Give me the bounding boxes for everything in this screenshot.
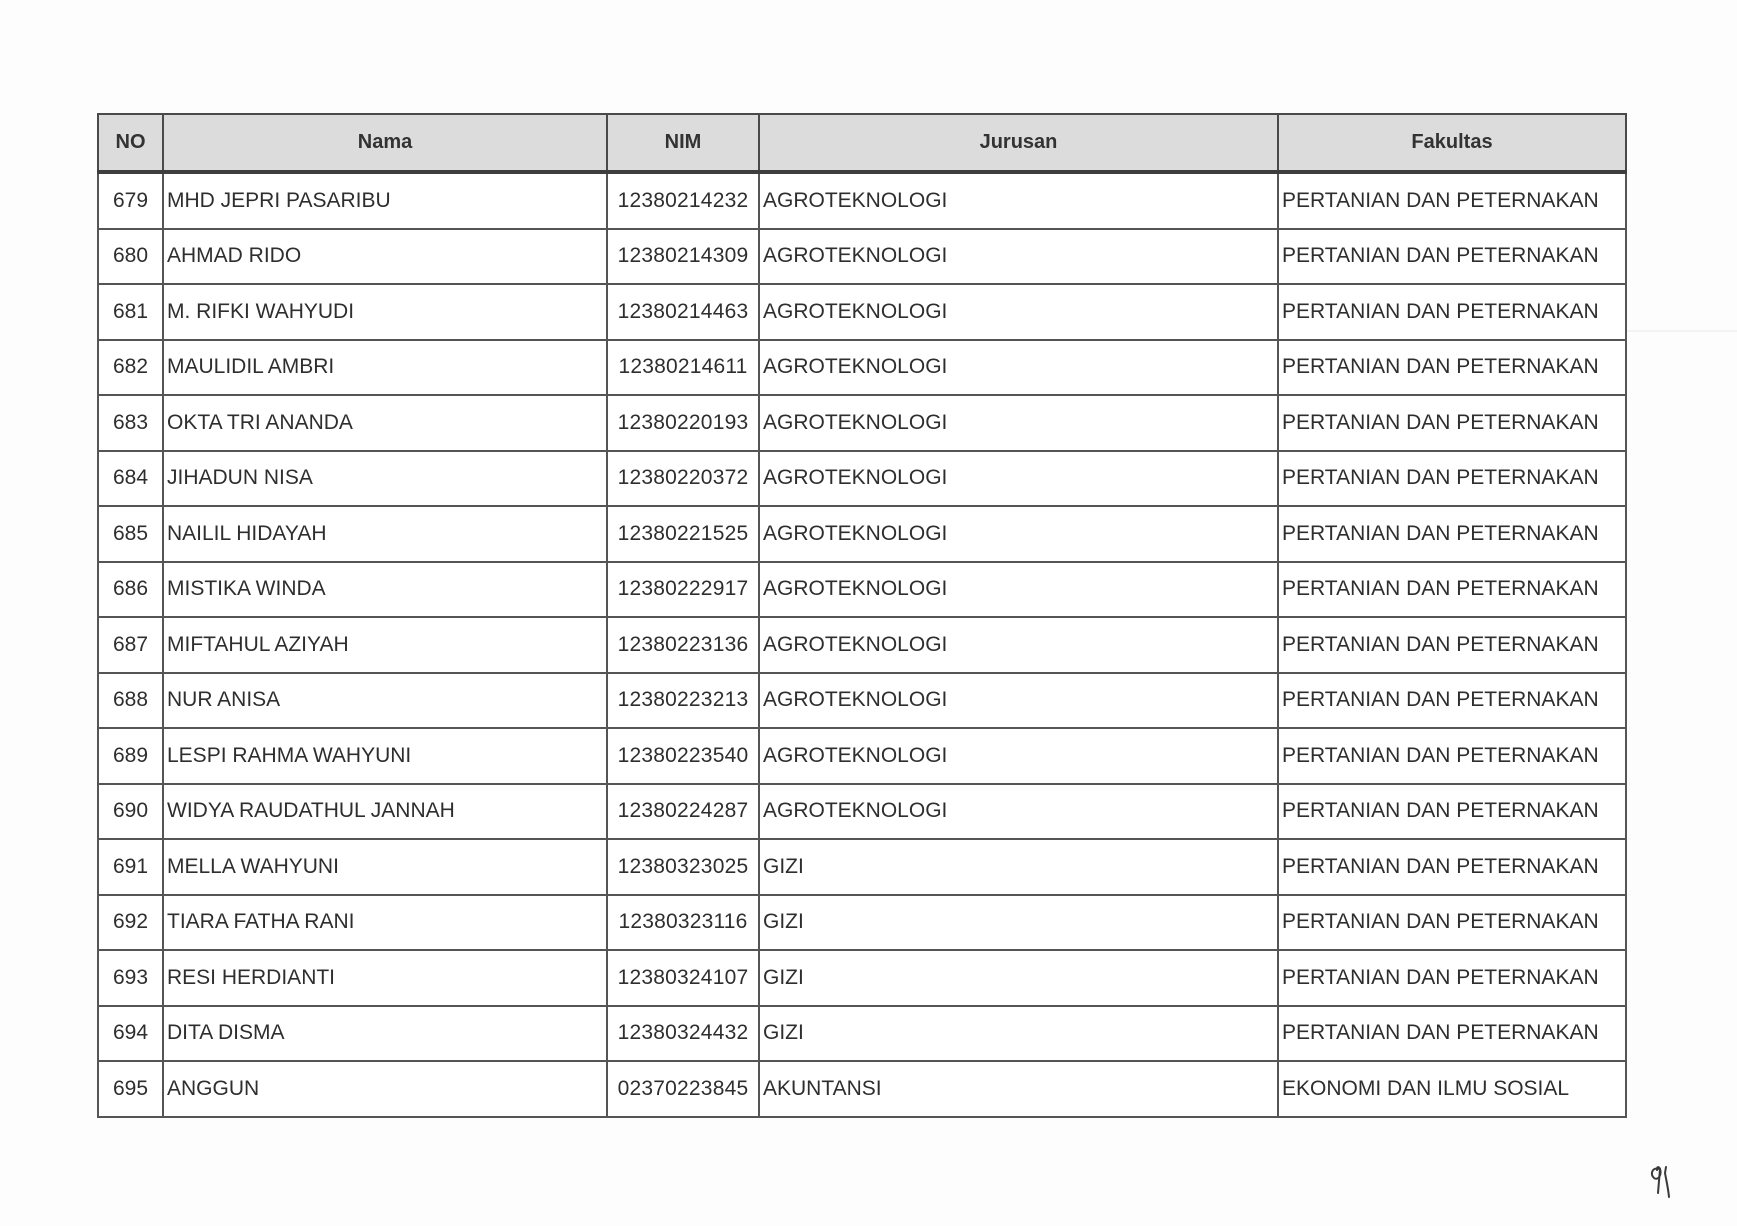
cell-fakultas: PERTANIAN DAN PETERNAKAN: [1278, 340, 1626, 396]
header-jurusan: Jurusan: [759, 114, 1278, 172]
table-row: [98, 950, 1626, 1006]
cell-nama: DITA DISMA: [163, 1006, 607, 1062]
cell-fakultas: PERTANIAN DAN PETERNAKAN: [1278, 229, 1626, 285]
cell-nim: 12380323025: [607, 839, 759, 895]
table-row: [98, 1006, 1626, 1062]
table-row: [98, 673, 1626, 729]
cell-nim: 12380214611: [607, 340, 759, 396]
cell-nama: JIHADUN NISA: [163, 451, 607, 507]
cell-no: 685: [98, 506, 163, 562]
handwritten-page-number: [1648, 1163, 1674, 1203]
cell-jurusan: AGROTEKNOLOGI: [759, 784, 1278, 840]
cell-nim: 02370223845: [607, 1061, 759, 1117]
cell-no: 689: [98, 728, 163, 784]
cell-fakultas: PERTANIAN DAN PETERNAKAN: [1278, 562, 1626, 618]
cell-no: 690: [98, 784, 163, 840]
cell-fakultas: PERTANIAN DAN PETERNAKAN: [1278, 451, 1626, 507]
cell-nama: RESI HERDIANTI: [163, 950, 607, 1006]
cell-nama: MAULIDIL AMBRI: [163, 340, 607, 396]
cell-nama: M. RIFKI WAHYUDI: [163, 284, 607, 340]
cell-nim: 12380324432: [607, 1006, 759, 1062]
cell-nim: 12380214232: [607, 172, 759, 229]
cell-nim: 12380223213: [607, 673, 759, 729]
cell-nama: ANGGUN: [163, 1061, 607, 1117]
cell-jurusan: GIZI: [759, 839, 1278, 895]
cell-no: 695: [98, 1061, 163, 1117]
cell-jurusan: AGROTEKNOLOGI: [759, 340, 1278, 396]
cell-fakultas: PERTANIAN DAN PETERNAKAN: [1278, 839, 1626, 895]
cell-nama: OKTA TRI ANANDA: [163, 395, 607, 451]
cell-fakultas: PERTANIAN DAN PETERNAKAN: [1278, 895, 1626, 951]
cell-fakultas: PERTANIAN DAN PETERNAKAN: [1278, 617, 1626, 673]
cell-fakultas: PERTANIAN DAN PETERNAKAN: [1278, 784, 1626, 840]
cell-jurusan: AGROTEKNOLOGI: [759, 617, 1278, 673]
header-nim: NIM: [607, 114, 759, 172]
table-row: [98, 617, 1626, 673]
cell-fakultas: PERTANIAN DAN PETERNAKAN: [1278, 1006, 1626, 1062]
table-row: [98, 1061, 1626, 1117]
table-row: [98, 451, 1626, 507]
cell-fakultas: PERTANIAN DAN PETERNAKAN: [1278, 950, 1626, 1006]
cell-no: 687: [98, 617, 163, 673]
cell-nim: 12380220372: [607, 451, 759, 507]
cell-jurusan: AGROTEKNOLOGI: [759, 728, 1278, 784]
table-row: [98, 562, 1626, 618]
cell-nim: 12380214463: [607, 284, 759, 340]
cell-nama: NUR ANISA: [163, 673, 607, 729]
cell-no: 686: [98, 562, 163, 618]
cell-no: 692: [98, 895, 163, 951]
cell-no: 682: [98, 340, 163, 396]
cell-fakultas: EKONOMI DAN ILMU SOSIAL: [1278, 1061, 1626, 1117]
header-fakultas: Fakultas: [1278, 114, 1626, 172]
cell-jurusan: AGROTEKNOLOGI: [759, 673, 1278, 729]
cell-nim: 12380223136: [607, 617, 759, 673]
cell-fakultas: PERTANIAN DAN PETERNAKAN: [1278, 673, 1626, 729]
cell-nim: 12380214309: [607, 229, 759, 285]
cell-no: 679: [98, 172, 163, 229]
cell-nama: TIARA FATHA RANI: [163, 895, 607, 951]
table-row: [98, 229, 1626, 285]
cell-fakultas: PERTANIAN DAN PETERNAKAN: [1278, 172, 1626, 229]
cell-nama: LESPI RAHMA WAHYUNI: [163, 728, 607, 784]
cell-nama: WIDYA RAUDATHUL JANNAH: [163, 784, 607, 840]
cell-nim: 12380224287: [607, 784, 759, 840]
header-no: NO: [98, 114, 163, 172]
cell-no: 680: [98, 229, 163, 285]
table-body: [98, 172, 1626, 1117]
cell-jurusan: GIZI: [759, 950, 1278, 1006]
table-row: [98, 839, 1626, 895]
cell-nim: 12380222917: [607, 562, 759, 618]
table-row: [98, 284, 1626, 340]
cell-nama: MELLA WAHYUNI: [163, 839, 607, 895]
cell-nama: AHMAD RIDO: [163, 229, 607, 285]
cell-jurusan: AGROTEKNOLOGI: [759, 229, 1278, 285]
table-row: [98, 506, 1626, 562]
cell-nim: 12380220193: [607, 395, 759, 451]
cell-fakultas: PERTANIAN DAN PETERNAKAN: [1278, 395, 1626, 451]
cell-nim: 12380324107: [607, 950, 759, 1006]
cell-jurusan: AGROTEKNOLOGI: [759, 172, 1278, 229]
table-row: [98, 395, 1626, 451]
cell-fakultas: PERTANIAN DAN PETERNAKAN: [1278, 284, 1626, 340]
table-row: [98, 340, 1626, 396]
cell-no: 693: [98, 950, 163, 1006]
cell-jurusan: GIZI: [759, 895, 1278, 951]
cell-jurusan: AGROTEKNOLOGI: [759, 562, 1278, 618]
cell-nim: 12380223540: [607, 728, 759, 784]
cell-nama: MIFTAHUL AZIYAH: [163, 617, 607, 673]
cell-jurusan: AGROTEKNOLOGI: [759, 506, 1278, 562]
student-table: [97, 113, 1627, 1118]
cell-jurusan: AKUNTANSI: [759, 1061, 1278, 1117]
cell-jurusan: AGROTEKNOLOGI: [759, 395, 1278, 451]
cell-nama: MISTIKA WINDA: [163, 562, 607, 618]
cell-jurusan: AGROTEKNOLOGI: [759, 284, 1278, 340]
table-row: [98, 728, 1626, 784]
cell-no: 688: [98, 673, 163, 729]
cell-fakultas: PERTANIAN DAN PETERNAKAN: [1278, 506, 1626, 562]
cell-no: 681: [98, 284, 163, 340]
header-nama: Nama: [163, 114, 607, 172]
cell-nim: 12380323116: [607, 895, 759, 951]
table-row: [98, 784, 1626, 840]
cell-nama: MHD JEPRI PASARIBU: [163, 172, 607, 229]
cell-no: 684: [98, 451, 163, 507]
cell-no: 691: [98, 839, 163, 895]
cell-nama: NAILIL HIDAYAH: [163, 506, 607, 562]
cell-jurusan: AGROTEKNOLOGI: [759, 451, 1278, 507]
table-header-row: [98, 114, 1626, 172]
cell-fakultas: PERTANIAN DAN PETERNAKAN: [1278, 728, 1626, 784]
cell-no: 694: [98, 1006, 163, 1062]
cell-no: 683: [98, 395, 163, 451]
table-row: [98, 172, 1626, 229]
cell-nim: 12380221525: [607, 506, 759, 562]
cell-jurusan: GIZI: [759, 1006, 1278, 1062]
table-row: [98, 895, 1626, 951]
